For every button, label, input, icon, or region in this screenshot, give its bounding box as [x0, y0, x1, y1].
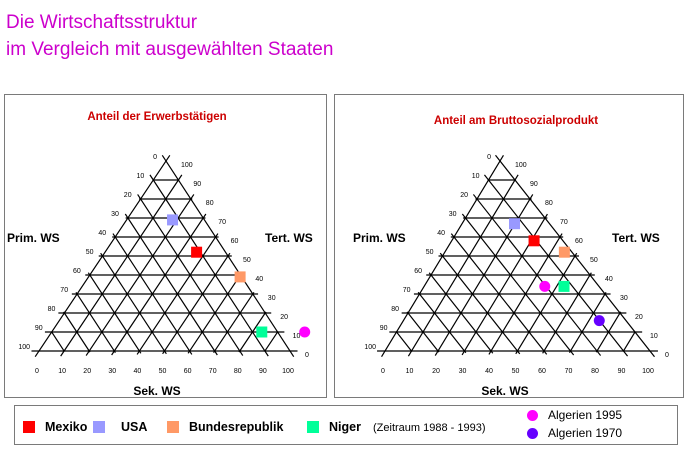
ternary-chart-employment	[5, 95, 328, 399]
legend-item-algerien-1995	[527, 408, 622, 422]
employment-chart-title: Anteil der Erwerbstätigen	[87, 111, 227, 123]
employment-right-axis-label: Tert. WS	[265, 231, 313, 245]
employment-left-tick-label: 100	[18, 344, 30, 351]
gnp-bottom-axis-label: Sek. WS	[481, 384, 529, 398]
employment-right-tick-label: 0	[305, 352, 309, 359]
gnp-bottom-tick-label: 40	[485, 368, 493, 375]
legend-swatch-bundesrepublik	[167, 421, 179, 433]
employment-right-tick-label: 10	[292, 333, 301, 340]
employment-right-tick-label: 100	[181, 162, 193, 169]
gnp-left-tick-label: 60	[414, 268, 422, 275]
gnp-bottom-tick-label: 90	[617, 368, 626, 375]
page-title-line-1: Die Wirtschaftsstruktur	[6, 12, 198, 33]
legend-item-algerien-1970	[527, 426, 622, 440]
employment-left-tick-label: 30	[111, 211, 119, 218]
employment-right-tick-label: 20	[280, 314, 288, 321]
gnp-point-bundesrepublik	[559, 247, 570, 258]
gnp-point-mexiko	[529, 235, 540, 246]
gnp-point-niger	[559, 281, 570, 292]
legend-item-mexiko	[23, 420, 87, 434]
gnp-grid-right-parallel	[484, 175, 627, 356]
employment-left-tick-label: 10	[136, 173, 145, 180]
employment-right-tick-label: 60	[230, 238, 239, 245]
employment-right-tick-label: 30	[267, 295, 276, 302]
gnp-right-tick-label: 100	[515, 162, 527, 169]
gnp-right-tick-label: 50	[590, 257, 598, 264]
gnp-left-tick-label: 30	[448, 211, 457, 218]
employment-grid-left-parallel	[214, 292, 254, 352]
gnp-grid-right-parallel	[440, 253, 520, 354]
employment-left-tick-label: 20	[123, 192, 132, 199]
legend-label-algerien-1970: Algerien 1970	[548, 426, 623, 440]
legend-period-note: (Zeitraum 1988 - 1993)	[373, 422, 486, 434]
employment-bottom-tick-label: 80	[233, 368, 242, 375]
gnp-right-tick-label: 40	[605, 276, 613, 283]
employment-right-tick-label: 90	[193, 181, 202, 188]
gnp-left-tick-label: 0	[487, 154, 491, 161]
gnp-right-tick-label: 0	[665, 352, 669, 359]
gnp-chart-title: Anteil am Bruttosozialprodukt	[433, 115, 599, 127]
legend-label-niger: Niger	[329, 420, 361, 434]
employment-left-tick-label: 90	[34, 325, 43, 332]
page-title-line-2: im Vergleich mit ausgewählten Staaten	[6, 39, 334, 60]
gnp-right-tick-label: 10	[650, 333, 658, 340]
employment-left-tick-label: 0	[153, 154, 157, 161]
gnp-right-tick-label: 80	[545, 200, 553, 207]
gnp-bottom-tick-label: 10	[405, 368, 414, 375]
gnp-left-axis-label: Prim. WS	[353, 231, 406, 245]
gnp-grid-left-parallel	[408, 175, 518, 356]
legend-dot-algerien-1970	[527, 428, 538, 439]
employment-bottom-tick-label: 90	[259, 368, 267, 375]
gnp-grid-left-parallel	[623, 331, 635, 351]
gnp-grid-left-parallel	[462, 214, 547, 355]
employment-left-tick-label: 80	[47, 306, 56, 313]
legend-swatch-niger	[307, 421, 319, 433]
employment-grid-right-parallel	[51, 331, 64, 351]
gnp-left-tick-label: 50	[425, 249, 434, 256]
employment-bottom-tick-label: 50	[158, 368, 167, 375]
gnp-right-tick-label: 90	[530, 181, 538, 188]
employment-left-tick-label: 70	[60, 287, 69, 294]
employment-point-bundesrepublik	[235, 271, 246, 282]
gnp-bottom-tick-label: 0	[381, 368, 385, 375]
employment-grid-right-parallel	[101, 253, 167, 354]
gnp-grid-right-parallel	[396, 331, 412, 351]
legend-label-usa: USA	[121, 420, 148, 434]
gnp-bottom-tick-label: 70	[564, 368, 573, 375]
employment-left-tick-label: 50	[85, 249, 94, 256]
employment-bottom-tick-label: 60	[183, 368, 192, 375]
gnp-grid-right-parallel	[462, 214, 573, 355]
gnp-right-tick-label: 70	[560, 219, 568, 226]
legend-swatch-mexiko	[23, 421, 35, 433]
gnp-left-tick-label: 40	[437, 230, 445, 237]
employment-right-tick-label: 50	[243, 257, 251, 264]
employment-point-algerien-1995	[299, 327, 310, 338]
employment-grid-right-parallel	[125, 214, 217, 355]
chart-panel-employment	[4, 94, 327, 398]
employment-point-mexiko	[191, 247, 202, 258]
gnp-left-tick-label: 90	[379, 325, 388, 332]
gnp-right-tick-label: 20	[635, 314, 643, 321]
gnp-right-tick-label: 60	[575, 238, 583, 245]
gnp-bottom-tick-label: 30	[458, 368, 467, 375]
employment-bottom-tick-label: 20	[83, 368, 92, 375]
gnp-point-algerien-1995	[539, 281, 550, 292]
employment-right-tick-label: 80	[205, 200, 214, 207]
gnp-bottom-tick-label: 20	[432, 368, 440, 375]
employment-bottom-tick-label: 40	[133, 368, 142, 375]
gnp-right-tick-label: 30	[620, 295, 628, 302]
legend-label-mexiko: Mexiko	[45, 420, 88, 434]
employment-right-tick-label: 70	[218, 219, 226, 226]
legend-dot-algerien-1995	[527, 410, 538, 421]
gnp-left-tick-label: 10	[471, 173, 480, 180]
legend-item-bundesrepublik	[167, 420, 283, 434]
legend-label-bundesrepublik: Bundesrepublik	[189, 420, 284, 434]
employment-bottom-tick-label: 10	[58, 368, 66, 375]
employment-left-tick-label: 40	[98, 230, 107, 237]
employment-point-usa	[167, 214, 178, 225]
employment-grid-left-parallel	[61, 175, 182, 356]
gnp-point-algerien-1970	[594, 315, 605, 326]
employment-grid-left-parallel	[112, 214, 206, 355]
employment-right-tick-label: 40	[255, 276, 264, 283]
gnp-bottom-tick-label: 80	[591, 368, 599, 375]
employment-point-niger	[256, 327, 267, 338]
gnp-point-usa	[509, 218, 520, 229]
gnp-left-tick-label: 100	[364, 344, 376, 351]
employment-left-tick-label: 60	[73, 268, 81, 275]
legend	[14, 405, 678, 445]
gnp-right-axis-label: Tert. WS	[612, 231, 660, 245]
employment-grid-right-parallel	[76, 292, 115, 352]
legend-label-algerien-1995: Algerien 1995	[548, 408, 623, 422]
gnp-left-tick-label: 20	[460, 192, 468, 199]
employment-bottom-tick-label: 100	[282, 368, 294, 375]
employment-bottom-axis-label: Sek. WS	[133, 384, 181, 398]
gnp-left-tick-label: 70	[402, 287, 411, 294]
employment-grid-left-parallel	[163, 253, 230, 354]
legend-swatch-usa	[93, 421, 105, 433]
gnp-bottom-tick-label: 60	[538, 368, 546, 375]
employment-bottom-tick-label: 30	[108, 368, 117, 375]
gnp-left-tick-label: 80	[391, 306, 399, 313]
employment-bottom-tick-label: 70	[208, 368, 217, 375]
legend-item-usa	[93, 420, 147, 434]
employment-bottom-tick-label: 0	[35, 368, 39, 375]
employment-left-axis-label: Prim. WS	[7, 231, 60, 245]
gnp-bottom-tick-label: 50	[511, 368, 520, 375]
legend-item-niger	[307, 420, 361, 434]
gnp-grid-left-parallel	[516, 253, 577, 354]
ternary-chart-gnp	[335, 95, 685, 399]
gnp-bottom-tick-label: 100	[642, 368, 654, 375]
chart-panel-gnp	[334, 94, 684, 398]
